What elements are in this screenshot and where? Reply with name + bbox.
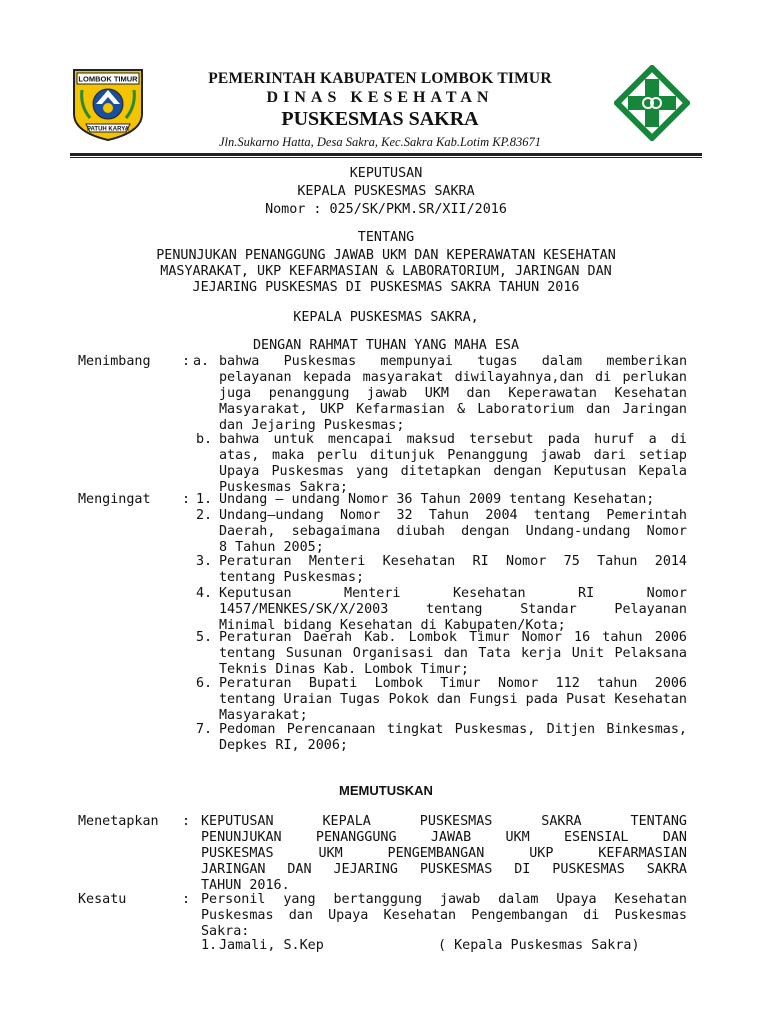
mengingat-colon: : (182, 492, 191, 507)
mengingat-2-marker: 2. (196, 508, 213, 523)
menimbang-colon: : (182, 354, 191, 369)
memutuskan-heading: MEMUTUSKAN (339, 783, 433, 798)
menimbang-label: Menimbang (78, 354, 151, 369)
mengingat-2-text: Undang–undang Nomor 32 Tahun 2004 tentang Pemerintah Daerah, sebagaimana diubah dengan Undang-undang Nomor 8 Tahun 2005; (219, 508, 687, 555)
menetapkan-colon: : (182, 814, 191, 829)
mengingat-4-text: Keputusan Menteri Kesehatan RI Nomor 1457/MENKES/SK/X/2003 tentang Standar Pelayanan Minimal bidang Kesehatan di Kabupaten/Kota; (219, 586, 687, 633)
letterhead-government: PEMERINTAH KABUPATEN LOMBOK TIMUR (208, 70, 552, 87)
mengingat-5-marker: 5. (196, 630, 213, 645)
subject-line-3: JEJARING PUSKESMAS DI PUSKESMAS SAKRA TAHUN 2016 (192, 280, 580, 295)
menetapkan-text: KEPUTUSAN KEPALA PUSKESMAS SAKRA TENTANG PENUNJUKAN PENANGGUNG JAWAB UKM ESENSIAL DAN PUSKESMAS UKM PENGEMBANGAN UKP KEFARMASIAN JARINGAN DAN JEJARING PUSKESMAS DI PUSKESMAS SAKRA TAHUN 2016. (201, 814, 687, 893)
subject-line-1: PENUNJUKAN PENANGGUNG JAWAB UKM DAN KEPERAWATAN KESEHATAN (156, 248, 616, 263)
mengingat-3-marker: 3. (196, 554, 213, 569)
mengingat-7-text: Pedoman Perencanaan tingkat Puskesmas, Ditjen Binkesmas, Depkes RI, 2006; (219, 722, 687, 753)
letterhead (150, 70, 610, 152)
mengingat-4-marker: 4. (196, 586, 213, 601)
issuer-heading: KEPALA PUSKESMAS SAKRA, (293, 310, 479, 325)
letterhead-address: Jln.Sukarno Hatta, Desa Sakra, Kec.Sakra Kab.Lotim KP.83671 (219, 135, 541, 149)
puskesmas-logo-icon (614, 65, 690, 141)
decree-type: KEPUTUSAN (349, 166, 423, 181)
menimbang-b-text: bahwa untuk mencapai maksud tersebut pada huruf a di atas, maka perlu ditunjuk Penanggung jawab dari setiap Upaya Puskesmas yang ditetapkan dengan Keputusan Kepala Puskesmas Sakra; (219, 432, 687, 495)
menimbang-b-marker: b. (196, 432, 213, 447)
preamble: DENGAN RAHMAT TUHAN YANG MAHA ESA (252, 338, 520, 353)
mengingat-6-text: Peraturan Bupati Lombok Timur Nomor 112 tahun 2006 tentang Uraian Tugas Pokok dan Fungsi pada Pusat Kesehatan Masyarakat; (219, 676, 687, 723)
kesatu-person-number: 1. (201, 938, 218, 953)
kesatu-colon: : (182, 892, 191, 907)
letterhead-department: DINAS KESEHATAN (266, 89, 494, 106)
kesatu-text: Personil yang bertanggung jawab dalam Upaya Kesehatan Puskesmas dan Upaya Kesehatan Pengembangan di Puskesmas Sakra: (201, 892, 687, 939)
letterhead-rule-thick (70, 153, 702, 156)
lombok-timur-crest-icon (70, 66, 146, 142)
mengingat-1-text: Undang – undang Nomor 36 Tahun 2009 tentang Kesehatan; (219, 492, 655, 507)
kesatu-person-role: ( Kepala Puskesmas Sakra) (438, 938, 640, 953)
menetapkan-label: Menetapkan (78, 814, 159, 829)
subject-line-2: MASYARAKAT, UKP KEFARMASIAN & LABORATORIUM, JARINGAN DAN (160, 264, 612, 279)
letterhead-rule-thin (70, 157, 702, 158)
mengingat-3-text: Peraturan Menteri Kesehatan RI Nomor 75 Tahun 2014 tentang Puskesmas; (219, 554, 687, 585)
kesatu-person-name: Jamali, S.Kep (219, 938, 324, 953)
mengingat-label: Mengingat (78, 492, 151, 507)
mengingat-7-marker: 7. (196, 722, 213, 737)
kesatu-label: Kesatu (78, 892, 127, 907)
crest-top-text: LOMBOK TIMUR (78, 74, 138, 84)
crest-motto-text: PATUH KARYA (86, 126, 130, 133)
letterhead-institution: PUSKESMAS SAKRA (281, 108, 479, 130)
mengingat-6-marker: 6. (196, 676, 213, 691)
menimbang-a-marker: a. (193, 354, 210, 369)
decree-number: Nomor : 025/SK/PKM.SR/XII/2016 (265, 202, 507, 217)
tentang-label: TENTANG (357, 230, 415, 245)
mengingat-5-text: Peraturan Daerah Kab. Lombok Timur Nomor 16 tahun 2006 tentang Susunan Organisasi dan Tata kerja Unit Pelaksana Teknis Dinas Kab. Lombok Timur; (219, 630, 687, 677)
mengingat-1-marker: 1. (196, 492, 213, 507)
decree-issuer: KEPALA PUSKESMAS SAKRA (297, 184, 475, 199)
menimbang-a-text: bahwa Puskesmas mempunyai tugas dalam memberikan pelayanan kepada masyarakat diwilayahnya,dan di perlukan juga penanggung jawab UKM dan Keperawatan Kesehatan Masyarakat, UKP Kefarmasian & Laboratorium dan Jaringan dan Jejaring Puskesmas; (219, 354, 687, 433)
